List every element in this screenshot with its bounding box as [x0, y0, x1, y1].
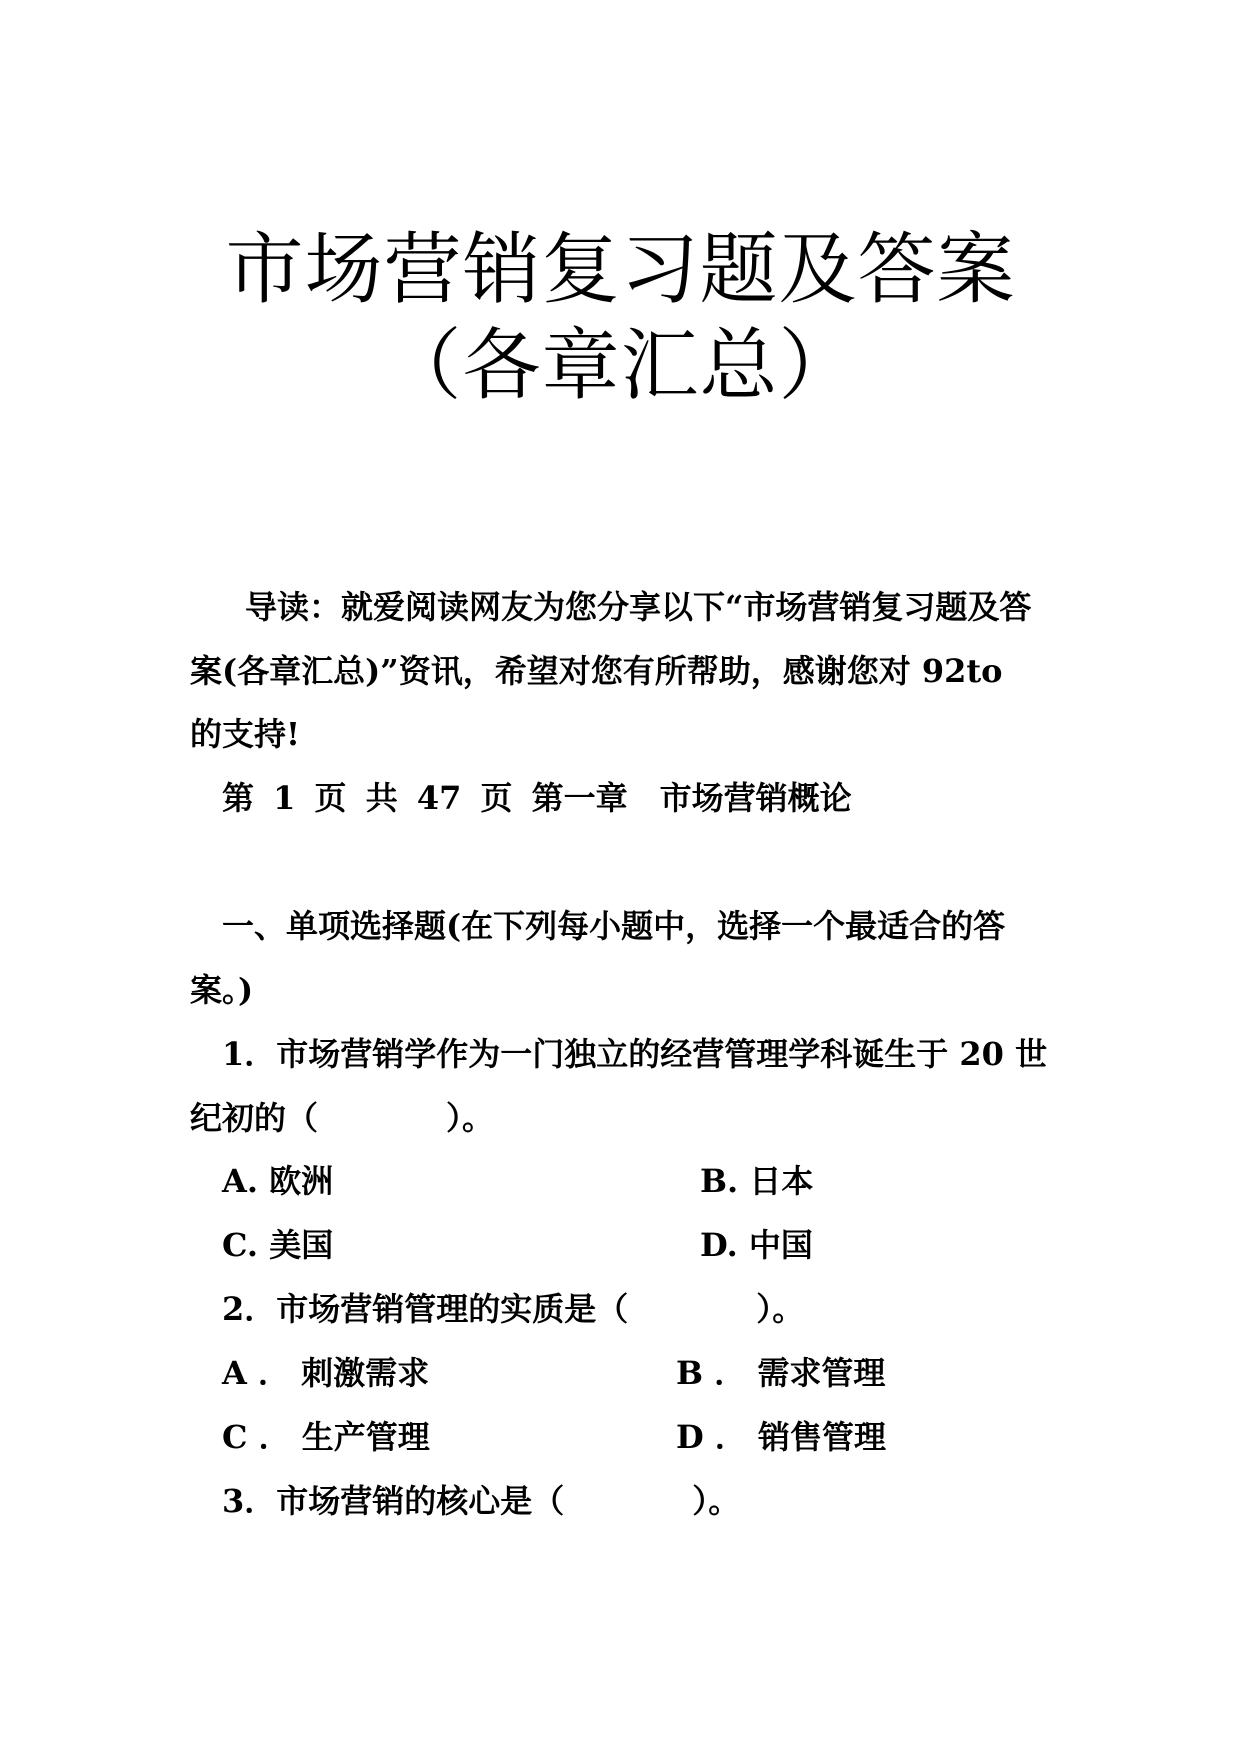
- section-heading-line-2: 案。): [190, 971, 254, 1009]
- document-subtitle: （各章汇总）: [383, 321, 858, 411]
- question-1-line-1: 1．市场营销学作为一门独立的经营管理学科诞生于 20 世: [222, 1035, 1048, 1073]
- question-1-option-b: B. 日本: [700, 1162, 814, 1200]
- question-2: 2．市场营销管理的实质是（ ）。: [222, 1290, 805, 1328]
- question-1-option-c: C. 美国: [222, 1226, 334, 1264]
- question-2-option-c: C ． 生产管理: [222, 1418, 430, 1456]
- intro-text-line-2: 案(各章汇总)”资讯，希望对您有所帮助，感谢您对 92to: [190, 652, 1003, 690]
- question-2-option-d: D ． 销售管理: [676, 1418, 887, 1456]
- question-1-option-d: D. 中国: [700, 1226, 813, 1264]
- question-3: 3．市场营销的核心是（ ）。: [222, 1482, 741, 1520]
- section-heading-line-1: 一、单项选择题(在下列每小题中，选择一个最适合的答: [222, 907, 1006, 945]
- page-info-chapter-heading: 第 1 页 共 47 页 第一章 市场营销概论: [222, 779, 852, 817]
- intro-text-line-3: 的支持!: [190, 715, 301, 753]
- document-title: 市场营销复习题及答案: [225, 225, 1016, 315]
- intro-text-line-1: 导读：就爱阅读网友为您分享以下“市场营销复习题及答: [245, 588, 1032, 626]
- question-1-option-a: A. 欧洲: [222, 1162, 334, 1200]
- question-2-option-a: A ． 刺激需求: [222, 1354, 430, 1392]
- question-2-option-b: B ． 需求管理: [676, 1354, 886, 1392]
- question-1-line-2: 纪初的（ ）。: [190, 1099, 495, 1137]
